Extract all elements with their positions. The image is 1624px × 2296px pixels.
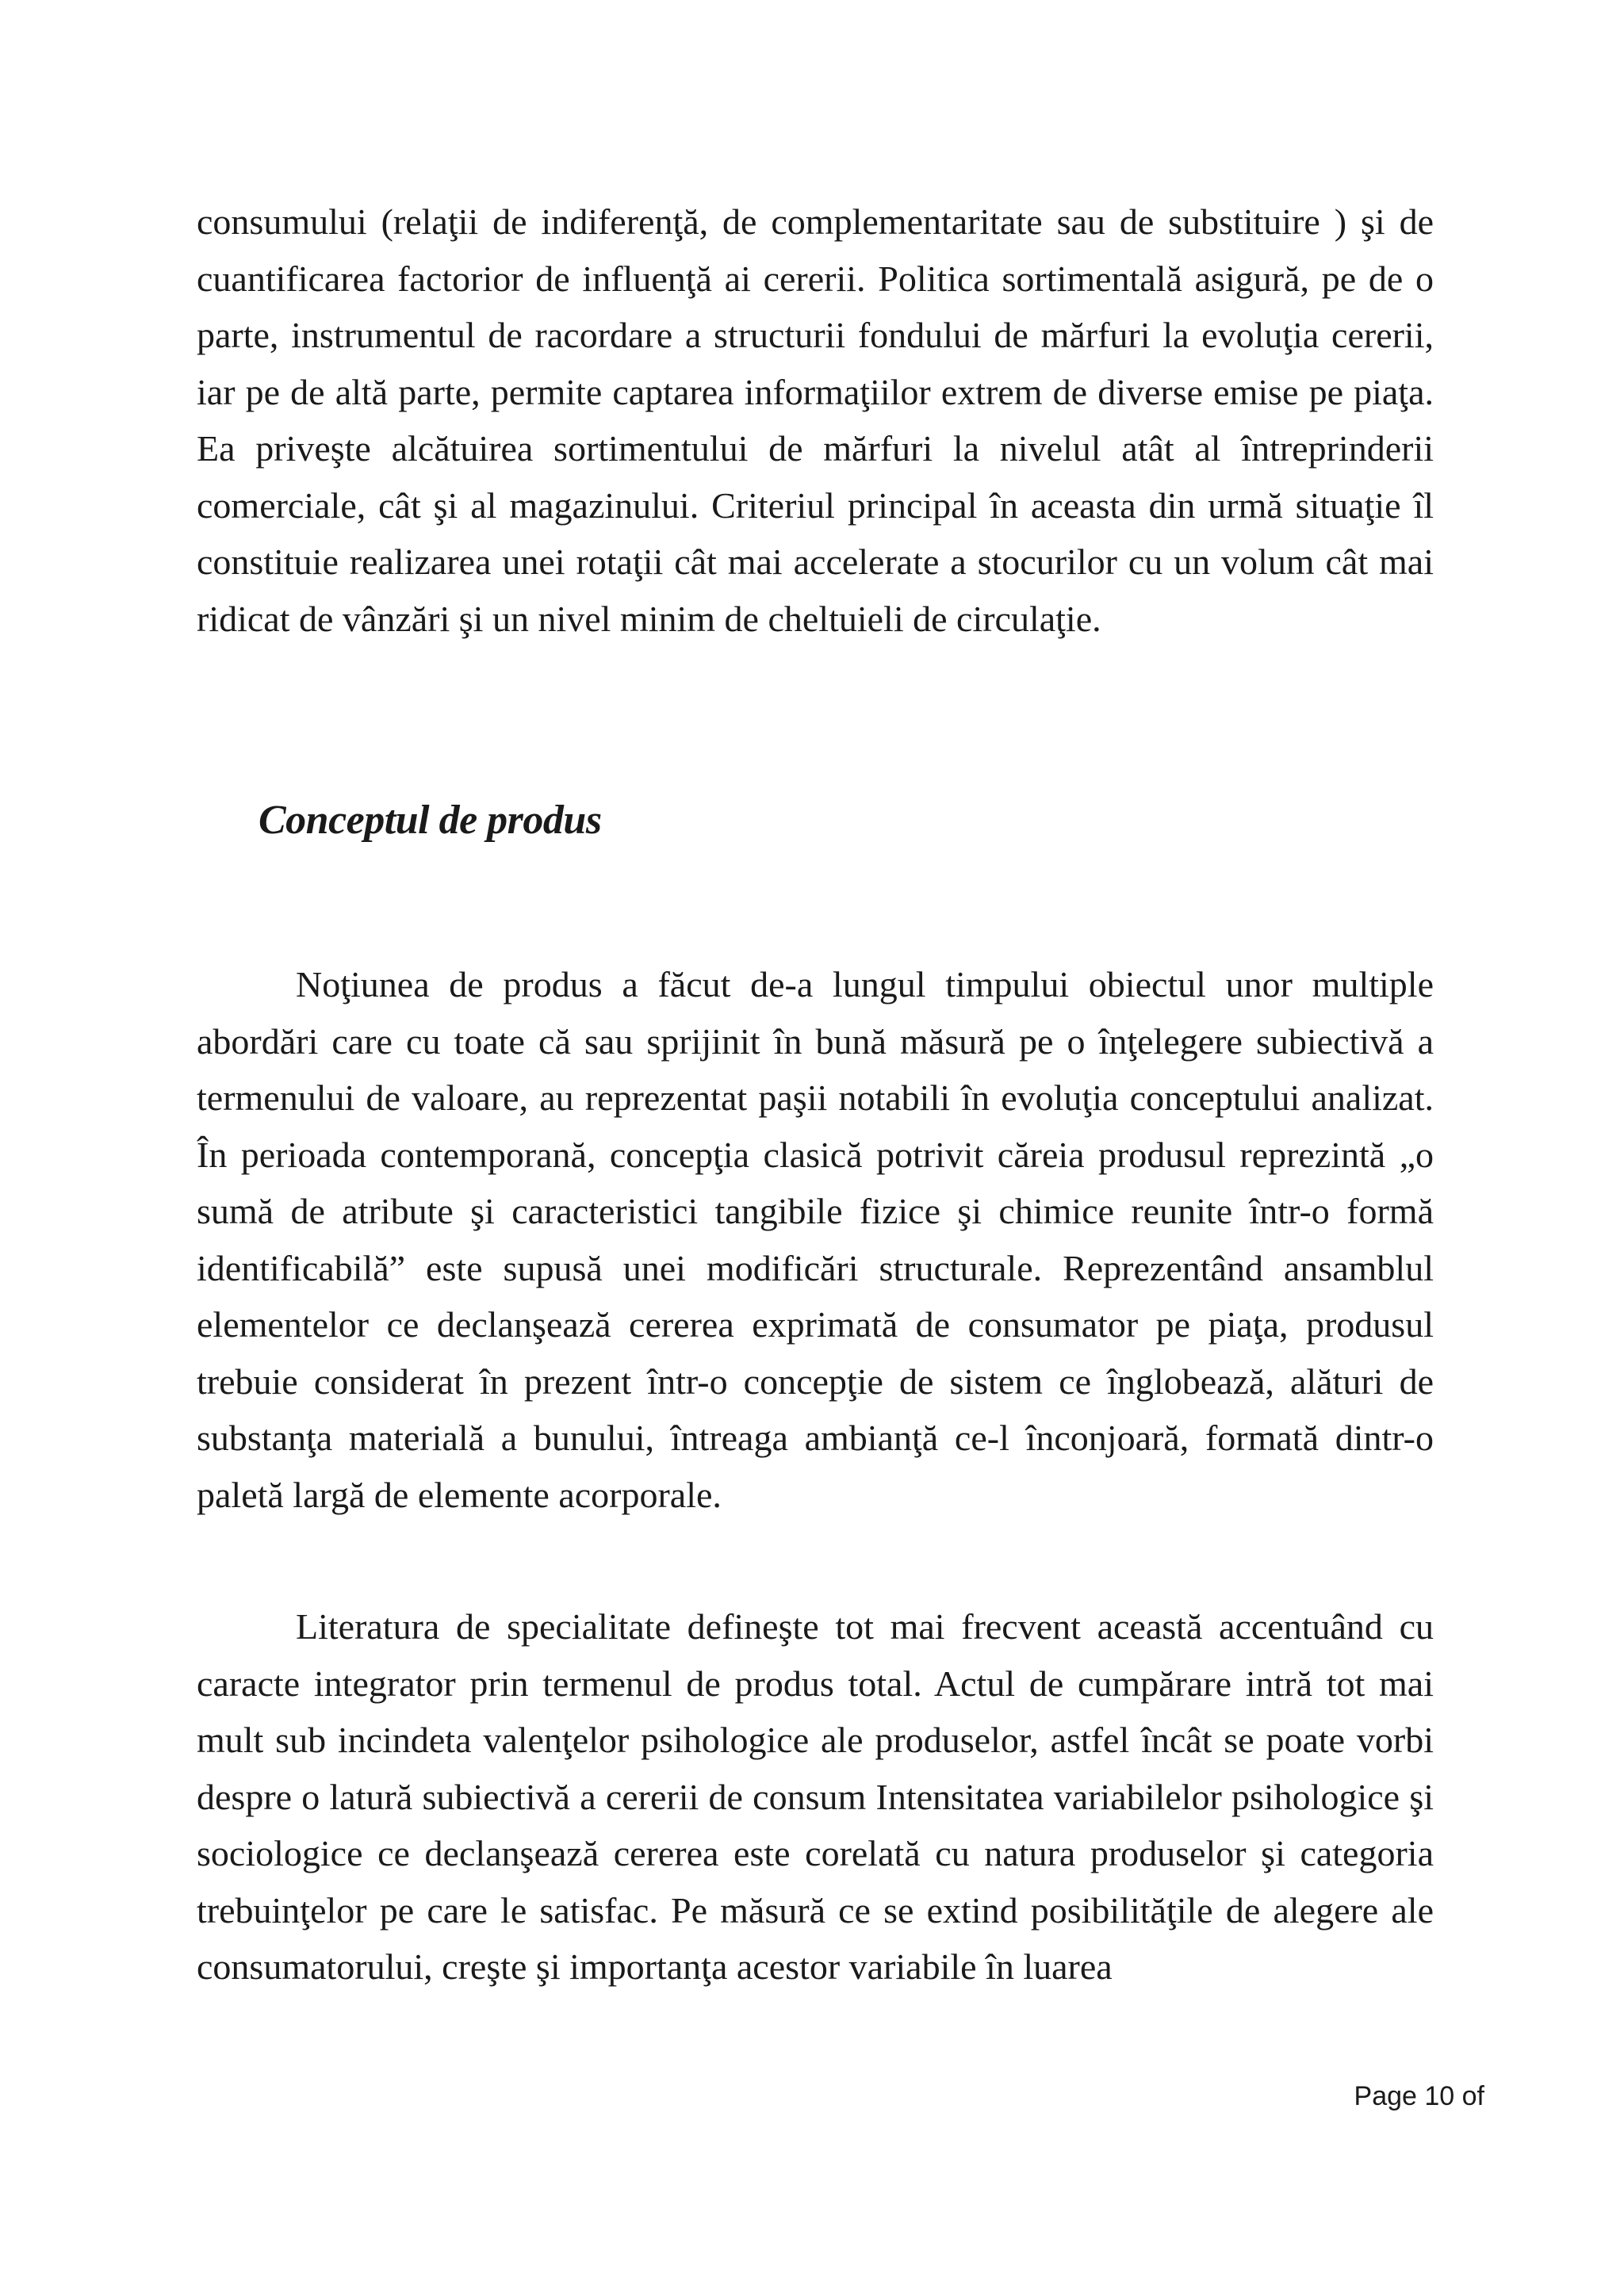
section-heading: Conceptul de produs bbox=[259, 798, 602, 843]
body-paragraph-3: Literatura de specialitate defineşte tot mai frecvent această accentuând cu caracte integrator prin termenul de produs total. Actul de cumpărare intră tot mai mult sub incindeta valenţelor psihologice ale produselor, astfel încât se poate vorbi despre o latură subiectivă a cererii de consum Intensitatea variabilelor psihologice şi sociologice ce declanşează cererea este corelată cu natura produselor şi categoria trebuinţelor pe care le satisfac. Pe măsură ce se extind posibilităţile de alegere ale consumatorului, creşte şi importanţa acestor variabile în luarea bbox=[197, 1606, 1434, 1987]
body-paragraph-1: consumului (relaţii de indiferenţă, de complementaritate sau de substituire ) şi de cuantificarea factorior de influenţă ai cererii. Politica sortimentală asigură, pe de o parte, instrumentul de racordare a structurii fondului de mărfuri la evoluţia cererii, iar pe de altă parte, permite captarea informaţiilor extrem de diverse emise pe piaţa. Ea priveşte alcătuirea sortimentului de mărfuri la nivelul atât al întreprinderii comerciale, cât şi al magazinului. Criteriul principal în aceasta din urmă situaţie îl constituie realizarea unei rotaţii cât mai accelerate a stocurilor cu un volum cât mai ridicat de vânzări şi un nivel minim de cheltuieli de circulaţie. bbox=[197, 201, 1434, 639]
body-paragraph-2: Noţiunea de produs a făcut de-a lungul timpului obiectul unor multiple abordări care cu toate că sau sprijinit în bună măsură pe o înţelegere subiectivă a termenului de valoare, au reprezentat paşii notabili în evoluţia conceptului analizat. În perioada contemporană, concepţia clasică potrivit căreia produsul reprezintă „o sumă de atribute şi caracteristici tangibile fizice şi chimice reunite într-o formă identificabilă” este supusă unei modificări structurale. Reprezentând ansamblul elementelor ce declanşează cererea exprimată de consumator pe piaţa, produsul trebuie considerat în prezent într-o concepţie de sistem ce înglobează, alături de substanţa materială a bunului, întreaga ambianţă ce-l înconjoară, formată dintr-o paletă largă de elemente acorporale. bbox=[197, 964, 1434, 1515]
page-number-footer: Page 10 of bbox=[1354, 2081, 1484, 2111]
